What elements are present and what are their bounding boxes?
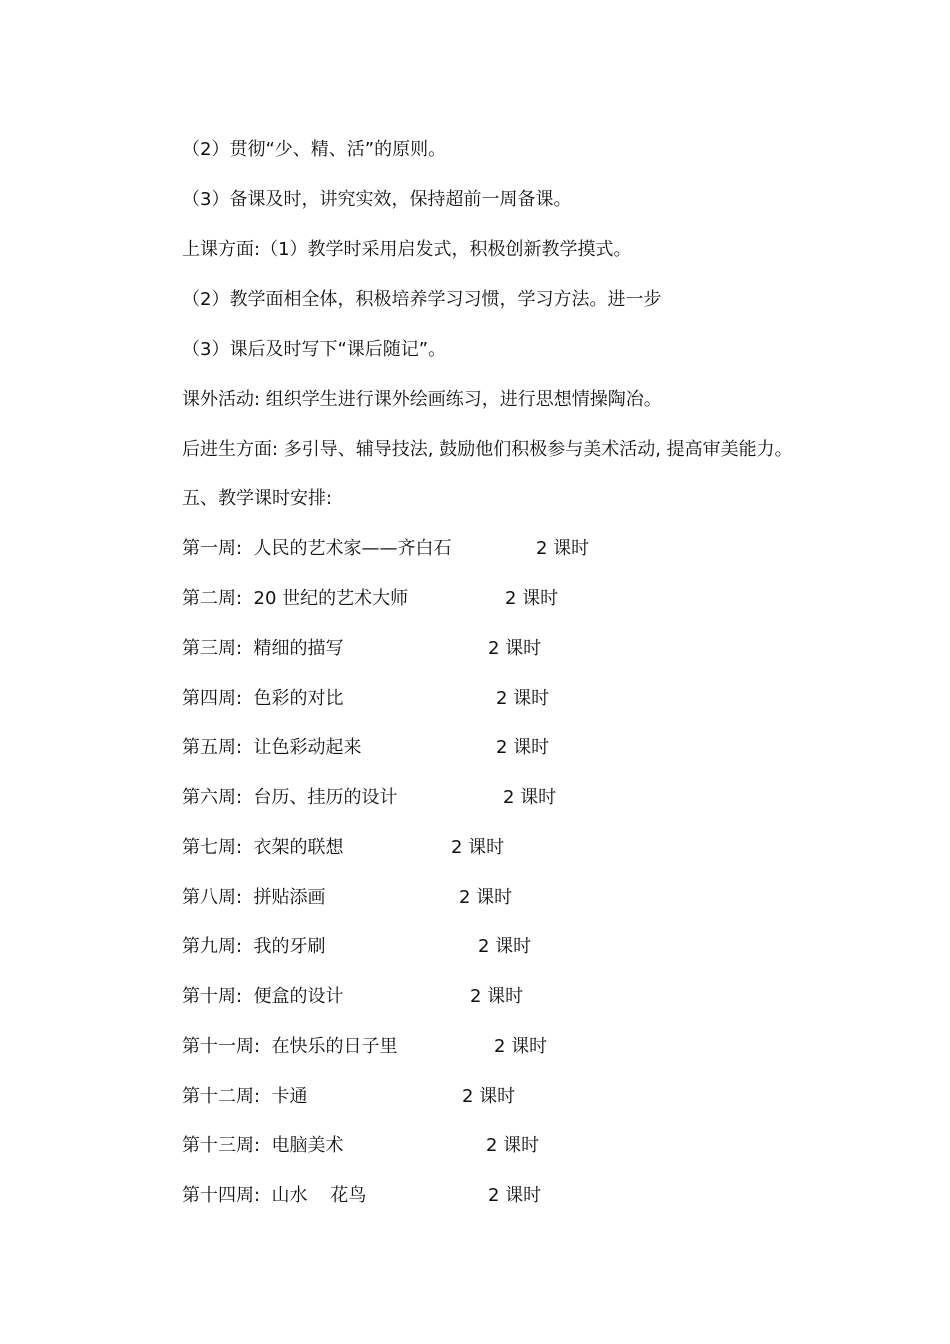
schedule-hours-10: 2 课时: [470, 986, 524, 1007]
schedule-week-7: 第七周: 衣架的联想: [182, 837, 344, 858]
schedule-hours-14: 2 课时: [488, 1185, 542, 1206]
section-heading-schedule: 五、教学课时安排:: [182, 488, 333, 509]
schedule-week-9: 第九周: 我的牙刷: [182, 936, 326, 957]
schedule-week-6: 第六周: 台历、挂历的设计: [182, 787, 398, 808]
schedule-week-4: 第四周: 色彩的对比: [182, 688, 344, 709]
paragraph-extracurricular: 课外活动: 组织学生进行课外绘画练习，进行思想情操陶冶。: [182, 389, 662, 410]
paragraph-struggling-students: 后进生方面: 多引导、辅导技法, 鼓励他们积极参与美术活动, 提高审美能力。: [182, 439, 793, 460]
paragraph-lesson-prep: （3）备课及时，讲究实效，保持超前一周备课。: [182, 189, 572, 210]
paragraph-principle: （2）贯彻“少、精、活”的原则。: [182, 139, 447, 160]
schedule-week-3: 第三周: 精细的描写: [182, 638, 344, 659]
paragraph-after-class-notes: （3）课后及时写下“课后随记”。: [182, 339, 447, 360]
paragraph-class-method: 上课方面:（1）教学时采用启发式，积极创新教学摸式。: [182, 239, 632, 260]
schedule-hours-6: 2 课时: [503, 787, 557, 808]
schedule-hours-3: 2 课时: [488, 638, 542, 659]
schedule-hours-7: 2 课时: [451, 837, 505, 858]
schedule-week-1: 第一周: 人民的艺术家——齐白石: [182, 538, 452, 559]
schedule-hours-11: 2 课时: [494, 1036, 548, 1057]
schedule-week-5: 第五周: 让色彩动起来: [182, 737, 362, 758]
schedule-hours-8: 2 课时: [459, 887, 513, 908]
schedule-week-2: 第二周: 20 世纪的艺术大师: [182, 588, 409, 609]
schedule-hours-5: 2 课时: [496, 737, 550, 758]
schedule-week-10: 第十周: 便盒的设计: [182, 986, 344, 1007]
schedule-week-13: 第十三周: 电脑美术: [182, 1135, 344, 1156]
schedule-hours-4: 2 课时: [496, 688, 550, 709]
schedule-week-8: 第八周: 拼贴添画: [182, 887, 326, 908]
schedule-week-14: 第十四周: 山水 花鸟: [182, 1185, 367, 1206]
schedule-week-12: 第十二周: 卡通: [182, 1086, 308, 1107]
schedule-hours-9: 2 课时: [478, 936, 532, 957]
schedule-week-11: 第十一周: 在快乐的日子里: [182, 1036, 398, 1057]
schedule-hours-13: 2 课时: [486, 1135, 540, 1156]
schedule-hours-2: 2 课时: [505, 588, 559, 609]
paragraph-whole-class: （2）教学面相全体，积极培养学习习惯，学习方法。进一步: [182, 289, 662, 310]
schedule-hours-12: 2 课时: [462, 1086, 516, 1107]
schedule-hours-1: 2 课时: [536, 538, 590, 559]
